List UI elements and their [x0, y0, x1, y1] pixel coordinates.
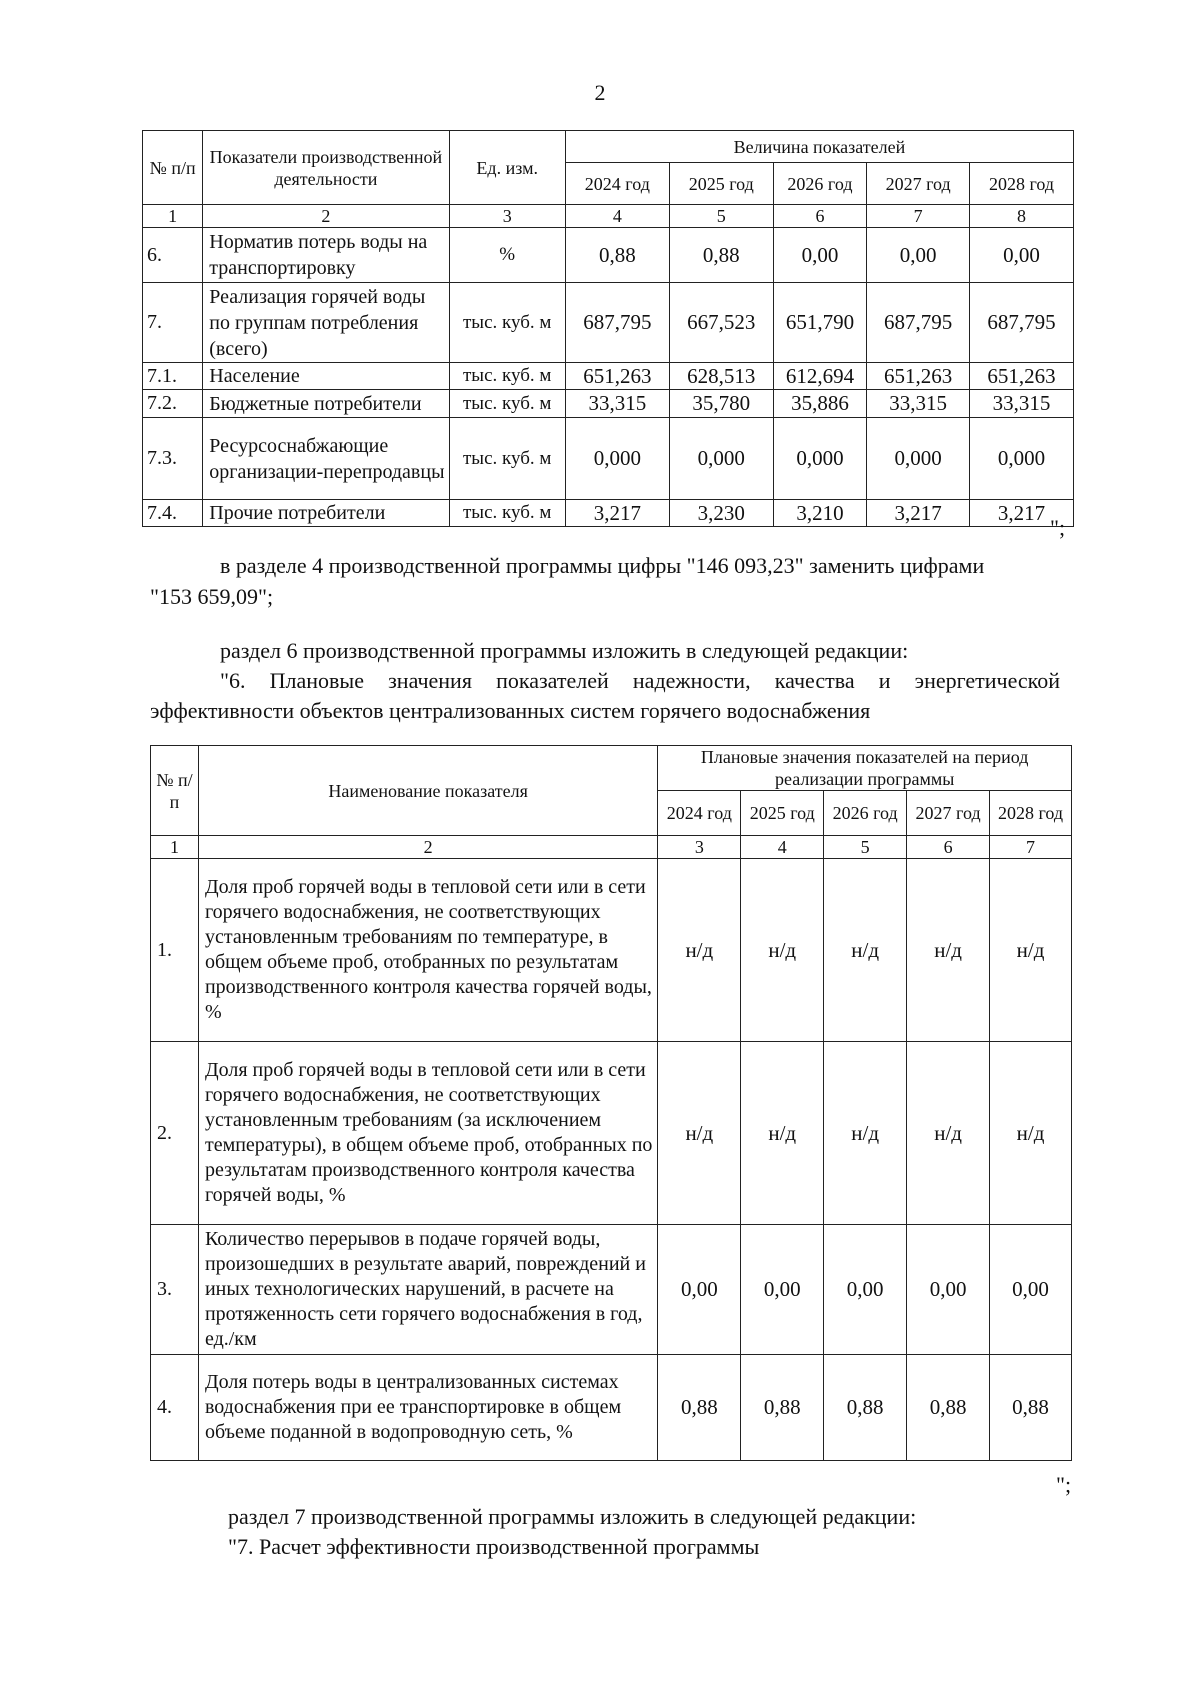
header-indicator: Наименование показателя — [198, 746, 657, 836]
row-value: 35,886 — [773, 390, 867, 418]
row-value: н/д — [741, 1042, 824, 1225]
column-number: 7 — [990, 836, 1072, 859]
row-number: 7.4. — [143, 500, 203, 527]
production-indicators-table — [142, 130, 1074, 527]
column-number: 5 — [824, 836, 907, 859]
row-name: Доля проб горячей воды в тепловой сети или в сети горячего водоснабжения, не соответствующих установленным требованиям (за исключением температуры), в общем объеме проб, отобранных по результатам производственного контроля качества горячей воды, % — [198, 1042, 657, 1225]
row-number: 7. — [143, 283, 203, 363]
section6-title-line1: "6. Плановые значения показателей надежности, качества и энергетической — [220, 668, 1060, 693]
row-number: 6. — [143, 228, 203, 283]
header-year: 2028 год — [970, 163, 1074, 205]
table-row — [143, 390, 1074, 418]
row-name: Бюджетные потребители — [203, 390, 449, 418]
row-value: н/д — [824, 859, 907, 1042]
paragraph-section6: раздел 6 производственной программы изложить в следующей редакции: — [220, 638, 909, 663]
row-value: 33,315 — [970, 390, 1074, 418]
row-value: 687,795 — [867, 283, 970, 363]
column-number: 2 — [203, 205, 449, 228]
row-unit: % — [449, 228, 565, 283]
row-value: 0,00 — [990, 1225, 1072, 1355]
row-value: 3,230 — [669, 500, 773, 527]
row-value: 3,217 — [565, 500, 669, 527]
row-value: 3,210 — [773, 500, 867, 527]
paragraph-section4-line1: в разделе 4 производственной программы цифры "146 093,23" заменить цифрами — [220, 553, 985, 578]
column-number: 4 — [565, 205, 669, 228]
column-number: 1 — [151, 836, 199, 859]
row-value: 628,513 — [669, 363, 773, 390]
row-name: Население — [203, 363, 449, 390]
column-number: 8 — [970, 205, 1074, 228]
header-num: № п/п — [143, 131, 203, 205]
section6-title-line2: эффективности объектов централизованных систем горячего водоснабжения — [150, 698, 871, 723]
row-value: 35,780 — [669, 390, 773, 418]
row-value: 0,88 — [990, 1355, 1072, 1461]
reliability-indicators-table — [150, 745, 1072, 1461]
row-value: 0,00 — [741, 1225, 824, 1355]
row-value: 33,315 — [867, 390, 970, 418]
row-name: Ресурсоснабжающие организации-перепродавцы — [203, 418, 449, 500]
row-value: 651,263 — [970, 363, 1074, 390]
row-value: 0,000 — [970, 418, 1074, 500]
row-value: 651,263 — [867, 363, 970, 390]
row-number: 7.2. — [143, 390, 203, 418]
row-value: 0,00 — [867, 228, 970, 283]
paragraph-section7: раздел 7 производственной программы изложить в следующей редакции: — [228, 1504, 917, 1529]
header-indicator: Показатели производственной деятельности — [203, 131, 449, 205]
row-name: Реализация горячей воды по группам потребления (всего) — [203, 283, 449, 363]
row-value: н/д — [658, 1042, 741, 1225]
closing-quote: "; — [1056, 1472, 1072, 1497]
table-row — [143, 283, 1074, 363]
row-name: Норматив потерь воды на транспортировку — [203, 228, 449, 283]
table-row — [143, 363, 1074, 390]
row-name: Доля проб горячей воды в тепловой сети или в сети горячего водоснабжения, не соответствующих установленным требованиям по температуре, в общем объеме проб, отобранных по результатам производственного контроля качества горячей воды, % — [198, 859, 657, 1042]
row-value: 0,00 — [970, 228, 1074, 283]
column-number: 6 — [907, 836, 990, 859]
row-unit: тыс. куб. м — [449, 418, 565, 500]
row-value: 651,790 — [773, 283, 867, 363]
closing-quote: "; — [1050, 515, 1066, 540]
header-year: 2026 год — [824, 791, 907, 836]
row-value: 0,88 — [669, 228, 773, 283]
row-number: 3. — [151, 1225, 199, 1355]
table-row — [151, 1225, 1072, 1355]
row-value: н/д — [990, 859, 1072, 1042]
row-value: н/д — [907, 1042, 990, 1225]
row-name: Прочие потребители — [203, 500, 449, 527]
header-num: № п/п — [151, 746, 199, 836]
row-value: н/д — [741, 859, 824, 1042]
table-row — [151, 859, 1072, 1042]
row-unit: тыс. куб. м — [449, 500, 565, 527]
paragraph-section4-line2: "153 659,09"; — [150, 584, 274, 609]
row-value: н/д — [990, 1042, 1072, 1225]
row-value: н/д — [824, 1042, 907, 1225]
row-value: 3,217 — [970, 500, 1074, 527]
header-year: 2026 год — [773, 163, 867, 205]
header-year: 2025 год — [669, 163, 773, 205]
row-value: 0,000 — [669, 418, 773, 500]
page-number: 2 — [594, 80, 606, 105]
row-value: 0,88 — [565, 228, 669, 283]
row-value: 33,315 — [565, 390, 669, 418]
row-unit: тыс. куб. м — [449, 390, 565, 418]
column-number: 3 — [658, 836, 741, 859]
table-row — [151, 1355, 1072, 1461]
row-value: 0,00 — [824, 1225, 907, 1355]
header-value-group: Величина показателей — [565, 131, 1073, 163]
column-number: 6 — [773, 205, 867, 228]
row-unit: тыс. куб. м — [449, 283, 565, 363]
row-number: 1. — [151, 859, 199, 1042]
row-value: 0,88 — [741, 1355, 824, 1461]
column-number: 1 — [143, 205, 203, 228]
header-year: 2025 год — [741, 791, 824, 836]
row-value: н/д — [907, 859, 990, 1042]
row-value: 0,00 — [658, 1225, 741, 1355]
section7-title: "7. Расчет эффективности производственной программы — [228, 1534, 760, 1559]
column-number: 4 — [741, 836, 824, 859]
column-number: 5 — [669, 205, 773, 228]
row-value: 612,694 — [773, 363, 867, 390]
header-value-group: Плановые значения показателей на период реализации программы — [658, 746, 1072, 791]
header-year: 2028 год — [990, 791, 1072, 836]
table-row — [143, 228, 1074, 283]
table-row — [151, 1042, 1072, 1225]
column-number-row — [143, 205, 1074, 228]
row-value: 0,000 — [565, 418, 669, 500]
header-year: 2027 год — [867, 163, 970, 205]
row-value: 687,795 — [970, 283, 1074, 363]
row-value: 667,523 — [669, 283, 773, 363]
row-name: Количество перерывов в подаче горячей воды, произошедших в результате аварий, повреждений и иных технологических нарушений, в расчете на протяженность сети горячего водоснабжения в год, ед./км — [198, 1225, 657, 1355]
row-value: 0,00 — [907, 1225, 990, 1355]
table-row — [143, 500, 1074, 527]
column-number: 3 — [449, 205, 565, 228]
row-unit: тыс. куб. м — [449, 363, 565, 390]
row-value: 0,88 — [824, 1355, 907, 1461]
header-year: 2024 год — [565, 163, 669, 205]
row-value: 687,795 — [565, 283, 669, 363]
row-name: Доля потерь воды в централизованных системах водоснабжения при ее транспортировке в общем объеме поданной в водопроводную сеть, % — [198, 1355, 657, 1461]
table-row — [143, 418, 1074, 500]
header-year: 2024 год — [658, 791, 741, 836]
row-number: 2. — [151, 1042, 199, 1225]
header-year: 2027 год — [907, 791, 990, 836]
column-number: 2 — [198, 836, 657, 859]
column-number-row — [151, 836, 1072, 859]
column-number: 7 — [867, 205, 970, 228]
header-unit: Ед. изм. — [449, 131, 565, 205]
row-value: 0,88 — [907, 1355, 990, 1461]
row-value: н/д — [658, 859, 741, 1042]
row-value: 0,000 — [773, 418, 867, 500]
row-value: 0,00 — [773, 228, 867, 283]
row-number: 7.1. — [143, 363, 203, 390]
row-number: 7.3. — [143, 418, 203, 500]
row-value: 0,000 — [867, 418, 970, 500]
row-value: 3,217 — [867, 500, 970, 527]
row-value: 0,88 — [658, 1355, 741, 1461]
row-number: 4. — [151, 1355, 199, 1461]
row-value: 651,263 — [565, 363, 669, 390]
